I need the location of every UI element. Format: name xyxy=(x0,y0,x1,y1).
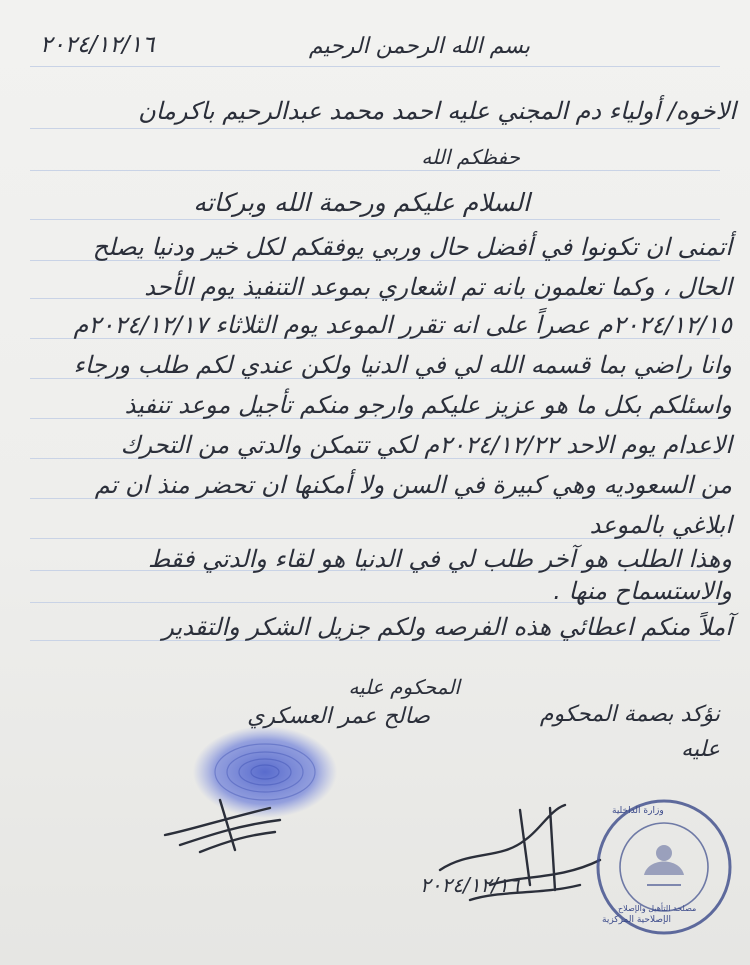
stamp-bottom-text: الإصلاحية المركزية xyxy=(602,915,671,925)
body-line: والاستسماح منها . xyxy=(553,577,732,605)
basmala: بسم الله الرحمن الرحيم xyxy=(308,34,530,59)
recipient-line: الاخوه/ أولياء دم المجني عليه احمد محمد عبدالرحيم باكرمان xyxy=(138,97,736,125)
signature-name: صالح عمر العسكري xyxy=(247,704,430,729)
body-line: وانا راضي بما قسمه الله لي في الدنيا ولكن عندي لكم طلب ورجاء xyxy=(73,351,732,379)
body-line: الاعدام يوم الاحد ٢٠٢٤/١٢/٢٢م لكي تتمكن والدتي من التحرك xyxy=(120,431,732,459)
body-line: آملاً منكم اعطائي هذه الفرصه ولكم جزيل الشكر والتقدير xyxy=(162,613,732,641)
page-rule xyxy=(30,66,720,67)
attestation-line: عليه xyxy=(681,737,720,762)
body-line: ٢٠٢٤/١٢/١٥م عصراً على انه تقرر الموعد يوم الثلاثاء ٢٠٢٤/١٢/١٧م xyxy=(73,311,732,339)
signature-scribble-icon xyxy=(160,790,290,860)
page-rule xyxy=(30,128,720,129)
stamp-inner-text: مصلحة التأهيل والإصلاح xyxy=(618,904,697,913)
page-rule xyxy=(30,219,720,220)
signature-label: المحكوم عليه xyxy=(348,675,460,699)
body-line: أتمنى ان تكونوا في أفضل حال وربي يوفقكم لكل خير ودنيا يصلح xyxy=(92,233,732,261)
body-line: ابلاغي بالموعد xyxy=(589,511,732,539)
letter-date: ٢٠٢٤/١٢/١٦ xyxy=(40,32,155,58)
attestation-line: نؤكد بصمة المحكوم xyxy=(539,702,720,727)
greeting: السلام عليكم ورحمة الله وبركاته xyxy=(193,188,530,217)
recipient-honorific: حفظكم الله xyxy=(421,145,520,169)
body-line: الحال ، وكما تعلمون بانه تم اشعاري بموعد التنفيذ يوم الأحد xyxy=(144,273,732,301)
body-line: وهذا الطلب هو آخر طلب لي في الدنيا هو لقاء والدتي فقط xyxy=(148,545,732,573)
attestation-date: ٢٠٢٤/١٢/١٦ xyxy=(420,873,520,897)
body-line: من السعوديه وهي كبيرة في السن ولا أمكنها ان تحضر منذ ان تم xyxy=(94,471,732,499)
page-rule xyxy=(30,170,720,171)
stamp-top-text: وزارة الداخلية xyxy=(612,806,664,816)
officer-signature-icon xyxy=(430,790,610,920)
body-line: واسئلكم بكل ما هو عزيز عليكم وارجو منكم تأجيل موعد تنفيذ xyxy=(124,391,732,419)
